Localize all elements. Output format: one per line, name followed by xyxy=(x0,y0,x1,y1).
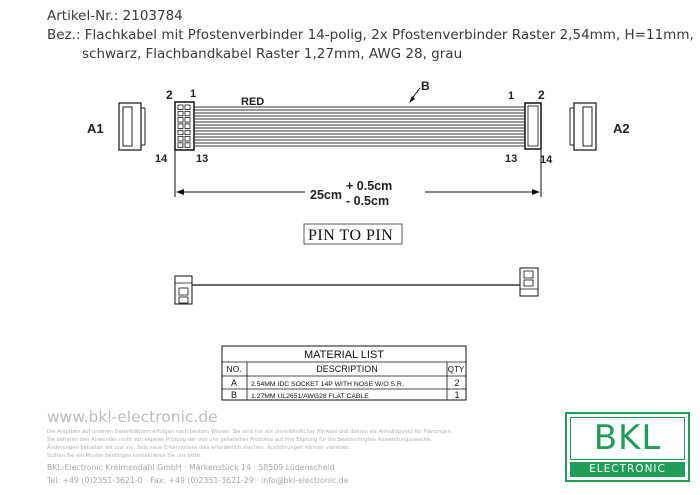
callout-b xyxy=(409,79,430,103)
material-list-title: MATERIAL LIST xyxy=(303,349,385,361)
left-pin-14: 14 xyxy=(155,153,168,165)
connector-a1-end-view xyxy=(119,103,145,150)
logo-text-electronic: ELECTRONIC xyxy=(570,462,685,477)
connector-a2-end-view xyxy=(570,103,596,150)
row-a-qty: 2 xyxy=(454,378,460,388)
label-a1: A1 xyxy=(87,121,104,136)
pin-to-pin-label: PIN TO PIN xyxy=(308,227,394,244)
disclaimer-line: Die Angaben auf unseren Datenblättern erfolgen nach bestem Wissen. Sie sind nur ein unverbindlicher Hinweis und dienen als Anhaltspunkt für Planungen. xyxy=(47,429,453,435)
disclaimer-line: Sollten Sie ein Muster benötigen kontaktieren Sie uns bitte. xyxy=(47,453,202,459)
company-contact: Tel: +49 (0)2351-3621-0 · Fax: +49 (0)2351-3621-29 · info@bkl-electronic.de xyxy=(47,476,349,485)
right-pin-1: 1 xyxy=(508,90,515,102)
left-pin-13: 13 xyxy=(196,153,209,165)
col-header-description: DESCRIPTION xyxy=(316,364,378,374)
row-a-no: A xyxy=(230,378,238,388)
label-a2: A2 xyxy=(613,121,630,136)
wire-red-label: RED xyxy=(241,96,265,108)
label-b: B xyxy=(421,79,430,93)
logo-frame xyxy=(565,412,690,482)
right-pin-14: 14 xyxy=(540,154,553,166)
disclaimer-line: Änderungen behalten wir uns vor, falls neue Erkenntnisse dies erforderlich machen. Ausführungen können variieren. xyxy=(47,445,351,451)
col-header-qty: QTY xyxy=(447,365,465,374)
company-address: BKL-Electronic Kreimendahl GmbH · Märkenstück 14 · 58509 Lüdenscheid xyxy=(47,463,335,472)
connector-right-side-view xyxy=(525,103,541,149)
tolerance-plus: + 0.5cm xyxy=(346,179,393,193)
row-b-description: 1.27MM UL2651/AWG28 FLAT CABLE xyxy=(251,393,369,400)
description-line-1: Bez.: Flachkabel mit Pfostenverbinder 14-polig, 2x Pfostenverbinder Raster 2,54mm, H=11mm, xyxy=(47,27,694,43)
disclaimer-line: Sie befreien den Anwender nicht von eigener Prüfung der von uns gelieferten Produkte auf ihre Eignung für die beabsichtigten Anwendungszwecke. xyxy=(47,437,432,443)
row-a-description: 2.54MM IDC SOCKET 14P WITH NOSE W/O S.R. xyxy=(251,381,404,388)
ribbon-cable xyxy=(194,107,525,146)
article-number: Artikel-Nr.: 2103784 xyxy=(47,8,183,24)
logo-text-bkl: BKL xyxy=(570,417,685,460)
website-link[interactable]: www.bkl-electronic.de xyxy=(47,408,218,426)
left-pin-1: 1 xyxy=(190,88,197,100)
connector-left-side-view xyxy=(175,102,194,150)
left-pin-2: 2 xyxy=(166,88,173,102)
description-line-2: schwarz, Flachbandkabel Raster 1,27mm, AWG 28, grau xyxy=(82,46,463,62)
right-pin-13: 13 xyxy=(505,153,518,165)
row-b-qty: 1 xyxy=(454,390,460,400)
tolerance-minus: - 0.5cm xyxy=(346,194,390,208)
right-pin-2: 2 xyxy=(538,88,545,102)
bkl-electronic-logo xyxy=(565,412,690,482)
length-value: 25cm xyxy=(310,188,342,202)
material-list-table xyxy=(222,346,466,400)
row-b-no: B xyxy=(230,390,238,400)
pin-to-pin-schematic xyxy=(175,268,538,304)
col-header-no: NO. xyxy=(226,364,242,374)
